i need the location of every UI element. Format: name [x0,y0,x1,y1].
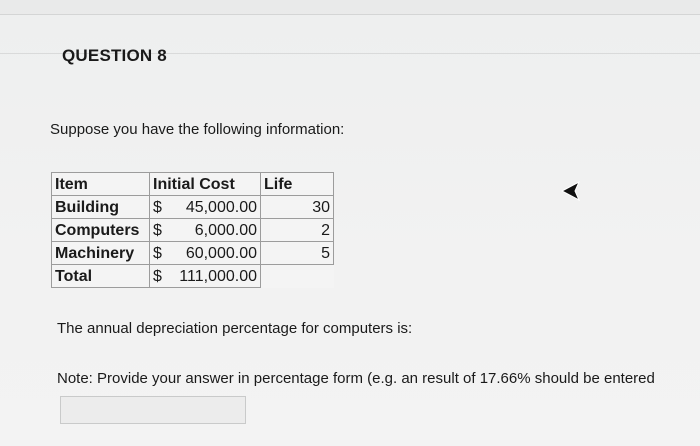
cost-value: 45,000.00 [185,198,257,216]
annual-depreciation-question: The annual depreciation percentage for computers is: [57,320,413,337]
header-life: Life [261,173,334,196]
total-label: Total [52,265,150,288]
row-item: Building [52,196,150,219]
currency-symbol: $ [153,267,162,285]
row-life: 30 [261,196,334,219]
cost-value: 60,000.00 [185,244,257,262]
row-cost [150,242,261,265]
question-title: QUESTION 8 [62,46,167,65]
question-prompt: Suppose you have the following information: [50,121,345,138]
row-life: 2 [261,219,334,242]
table-total-row [52,265,334,288]
answer-input[interactable] [60,396,246,424]
currency-symbol: $ [153,221,162,239]
answer-note: Note: Provide your answer in percentage form (e.g. an result of 17.66% should be entered [57,370,655,387]
currency-symbol: $ [153,244,162,262]
row-cost [150,196,261,219]
table-row [52,196,334,219]
table-row [52,242,334,265]
table-header-row [52,173,334,196]
row-cost [150,219,261,242]
header-initial-cost: Initial Cost [150,173,261,196]
info-table [51,172,334,288]
mouse-pointer-icon [560,180,582,202]
currency-symbol: $ [153,198,162,216]
row-item: Computers [52,219,150,242]
total-life-empty [261,265,334,288]
row-life: 5 [261,242,334,265]
row-item: Machinery [52,242,150,265]
total-cost [150,265,261,288]
table-row [52,219,334,242]
header-item: Item [52,173,150,196]
cost-value: 6,000.00 [194,221,257,239]
total-cost-value: 111,000.00 [179,267,257,285]
